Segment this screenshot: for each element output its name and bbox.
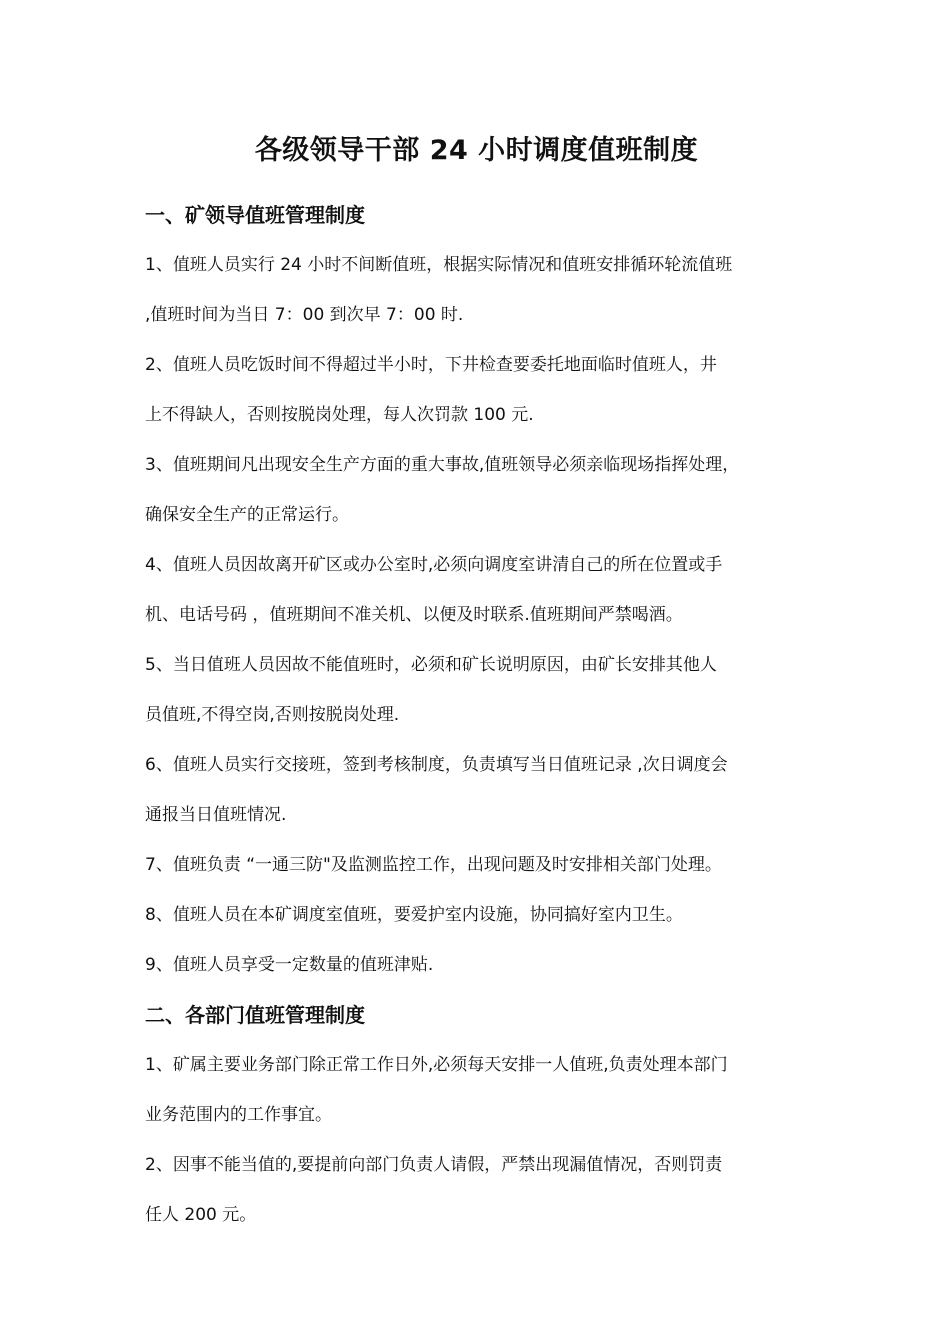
paragraph-line: 6、值班人员实行交接班，签到考核制度，负责填写当日值班记录 ,次日调度会 (145, 755, 728, 775)
paragraph-line: ,值班时间为当日 7：00 到次早 7：00 时. (145, 305, 464, 325)
paragraph-line: 业务范围内的工作事宜。 (145, 1105, 332, 1125)
paragraph-line: 通报当日值班情况. (145, 805, 287, 825)
section-2 (145, 990, 820, 1240)
paragraph-line: 7、值班负责 “一通三防"及监测监控工作，出现问题及时安排相关部门处理。 (145, 855, 722, 875)
paragraph (145, 840, 820, 890)
paragraph-line: 员值班,不得空岗,否则按脱岗处理. (145, 705, 400, 725)
paragraph-line: 2、值班人员吃饭时间不得超过半小时，下井检查要委托地面临时值班人，井 (145, 355, 717, 375)
paragraph (145, 440, 820, 540)
paragraph (145, 890, 820, 940)
paragraph-line: 1、值班人员实行 24 小时不间断值班，根据实际情况和值班安排循环轮流值班 (145, 255, 733, 275)
paragraph-line: 确保安全生产的正常运行。 (145, 505, 349, 525)
paragraph (145, 740, 820, 840)
paragraph (145, 1040, 820, 1140)
paragraph (145, 340, 820, 440)
document-title: 各级领导干部 24 小时调度值班制度 (254, 135, 699, 166)
paragraph (145, 1140, 820, 1240)
paragraph-line: 8、值班人员在本矿调度室值班，要爱护室内设施，协同搞好室内卫生。 (145, 905, 683, 925)
paragraph-line: 2、因事不能当值的,要提前向部门负责人请假，严禁出现漏值情况，否则罚责 (145, 1155, 723, 1175)
paragraph (145, 940, 820, 990)
section-heading: 一、矿领导值班管理制度 (145, 203, 365, 227)
paragraph-line: 任人 200 元。 (145, 1205, 257, 1225)
paragraph (145, 240, 820, 340)
paragraph-line: 5、当日值班人员因故不能值班时，必须和矿长说明原因，由矿长安排其他人 (145, 655, 717, 675)
section-1 (145, 190, 820, 990)
paragraph-line: 9、值班人员享受一定数量的值班津贴. (145, 955, 434, 975)
paragraph-line: 机、电话号码 ，值班期间不准关机、以便及时联系.值班期间严禁喝酒。 (145, 605, 683, 625)
paragraph-line: 4、值班人员因故离开矿区或办公室时,必须向调度室讲清自己的所在位置或手 (145, 555, 723, 575)
paragraph (145, 640, 820, 740)
paragraph-line: 3、值班期间凡出现安全生产方面的重大事故,值班领导必须亲临现场指挥处理， (145, 455, 740, 475)
paragraph-line: 上不得缺人，否则按脱岗处理，每人次罚款 100 元. (145, 405, 534, 425)
section-heading: 二、各部门值班管理制度 (145, 1003, 365, 1027)
paragraph-line: 1、矿属主要业务部门除正常工作日外,必须每天安排一人值班,负责处理本部门 (145, 1055, 728, 1075)
paragraph (145, 540, 820, 640)
